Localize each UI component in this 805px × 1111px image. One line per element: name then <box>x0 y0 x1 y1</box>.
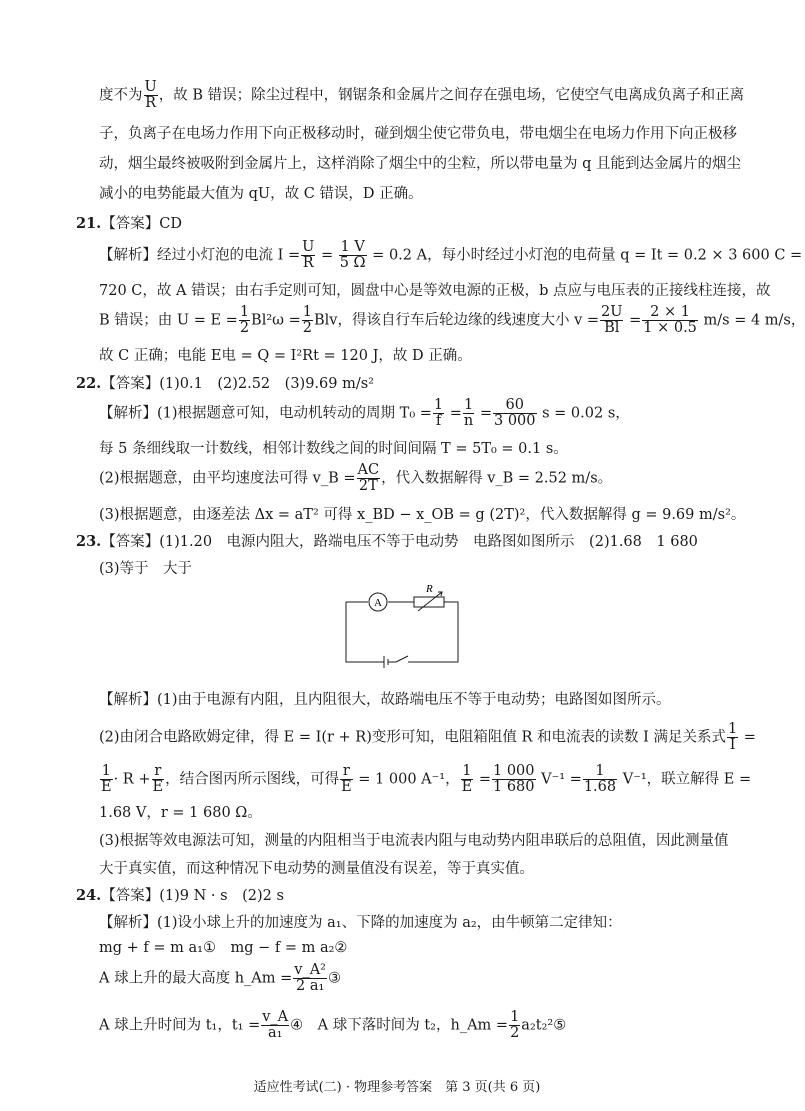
ammeter-label: A <box>374 597 382 609</box>
q20-line-3: 动，烟尘最终被吸附到金属片上，这样消除了烟尘中的尘粒，所以带电量为 q 且能到达金属片的烟尘 <box>99 156 741 172</box>
battery-icon <box>384 656 388 668</box>
q22-analysis-line-1: 【解析】(1)根据题意可知，电动机转动的周期 T₀ = $\frac{1}{f}$ = $\frac{1}{n}$ = $\frac{60}{3 000}$ s = 0.02 s， <box>99 397 630 430</box>
q24-analysis-line-3: A 球上升的最大高度 h_Am = $\frac{\text{v\_A²}}{\text{2 a₁}}$ ③ <box>99 962 341 995</box>
q22-analysis-line-3: (2)根据题意，由平均速度法可得 v_B = $\frac{AC}{2T}$ ，代入数据解得 v_B = 2.52 m/s。 <box>99 462 613 495</box>
q20-line-2: 子，负离子在电场力作用下向正极移动时，碰到烟尘使它带负电，带电烟尘在电场力作用下向正极移 <box>99 126 737 142</box>
q20-line-4: 减小的电势能最大值为 qU，故 C 错误，D 正确。 <box>99 186 423 202</box>
q24-analysis-line-2: mg + f = m a₁① mg − f = m a₂② <box>99 940 348 956</box>
q23-analysis-line-5: (3)根据等效电源法可知，测量的内阻相当于电流表内阻与电动势内阻串联后的总阻值，因此测量值 <box>99 833 729 849</box>
q23-answer: 23.【答案】(1)1.20 电源内阻大，路端电压不等于电动势 电路图如图所示 (2)1.68 1 680 <box>76 533 698 550</box>
q21-analysis-line-1: 【解析】经过小灯泡的电流 I = $\frac{U}{R}$ = $\frac{1 V}{5 \Omega}$ = 0.2 A，每小时经过小灯泡的电荷量 q = It = 0.2 × 3 600 C = <box>99 239 803 272</box>
q22-analysis-line-2: 每 5 条细线取一计数线，相邻计数线之间的时间间隔 T = 5T₀ = 0.1 s。 <box>99 441 568 457</box>
q21-analysis-line-4: 故 C 正确；电能 E电 = Q = I²Rt = 120 J，故 D 正确。 <box>99 348 472 364</box>
q24-answer: 24.【答案】(1)9 N · s (2)2 s <box>76 887 284 904</box>
q23-analysis-line-4: 1.68 V，r = 1 680 Ω。 <box>99 805 262 821</box>
q23-analysis-line-6: 大于真实值，而这种情况下电动势的测量值没有误差，等于真实值。 <box>99 861 534 877</box>
q21-analysis-line-3: B 错误；由 U = E = $\frac{1}{2}$ Bl²ω = $\frac{1}{2}$ Blv，得该自行车后轮边缘的线速度大小 v = $\frac{2U}{Bl}$ = $\frac{2 \times 1}{1 \times 0.5}$ m/s = 4 m/s， <box>99 304 805 337</box>
page-footer: 适应性考试(二) · 物理参考答案 第 3 页(共 6 页) <box>253 1080 541 1095</box>
resistor-label: R <box>426 583 433 595</box>
q20-line-1: 度不为 $\frac{U}{R}$ ，故 B 错误；除尘过程中，钢锯条和金属片之间存在强电场，它使空气电离成负离子和正离 <box>99 79 745 112</box>
q23-answer-line-2: (3)等于 大于 <box>99 561 193 577</box>
q24-analysis-line-1: 【解析】(1)设小球上升的加速度为 a₁、下降的加速度为 a₂，由牛顿第二定律知： <box>99 915 622 931</box>
q24-analysis-line-4: A 球上升时间为 t₁，t₁ = $\frac{v\_A}{\text{a₁}}$ ④ A 球下落时间为 t₂，h_Am = $\frac{1}{2}$ a₂t₂²⑤ <box>99 1009 567 1042</box>
q21-answer: 21.【答案】CD <box>76 215 182 232</box>
q23-analysis-line-3: $\frac{1}{E}$ · R + $\frac{r}{E}$ ，结合图丙所示图线，可得 $\frac{r}{E}$ = 1 000 A⁻¹， $\frac{1}{E}$ = $\frac{1 000}{1 680}$ V⁻¹ = $\frac{1}{1.68}$ V⁻¹，联立解得 E = <box>101 763 752 796</box>
q23-analysis-line-1: 【解析】(1)由于电源有内阻，且内阻很大，故路端电压不等于电动势；电路图如图所示。 <box>99 692 671 708</box>
q23-analysis-line-2: (2)由闭合电路欧姆定律，得 E = I(r + R)变形可知，电阻箱阻值 R 和电流表的读数 I 满足关系式 $\frac{1}{I}$ = <box>99 721 756 754</box>
q21-analysis-line-2: 720 C，故 A 错误；由右手定则可知，圆盘中心是等效电源的正极，b 点应与电压表的正接线柱连接，故 <box>99 283 771 299</box>
circuit-wires <box>346 602 458 662</box>
circuit-diagram <box>340 580 468 672</box>
q22-analysis-line-4: (3)根据题意，由逐差法 Δx = aT² 可得 x_BD − x_OB = g (2T)²，代入数据解得 g = 9.69 m/s²。 <box>99 507 746 523</box>
fraction-u-over-r: $\frac{U}{R}$ <box>144 79 157 112</box>
q22-answer: 22.【答案】(1)0.1 (2)2.52 (3)9.69 m/s² <box>76 375 374 392</box>
switch-icon <box>388 656 412 662</box>
